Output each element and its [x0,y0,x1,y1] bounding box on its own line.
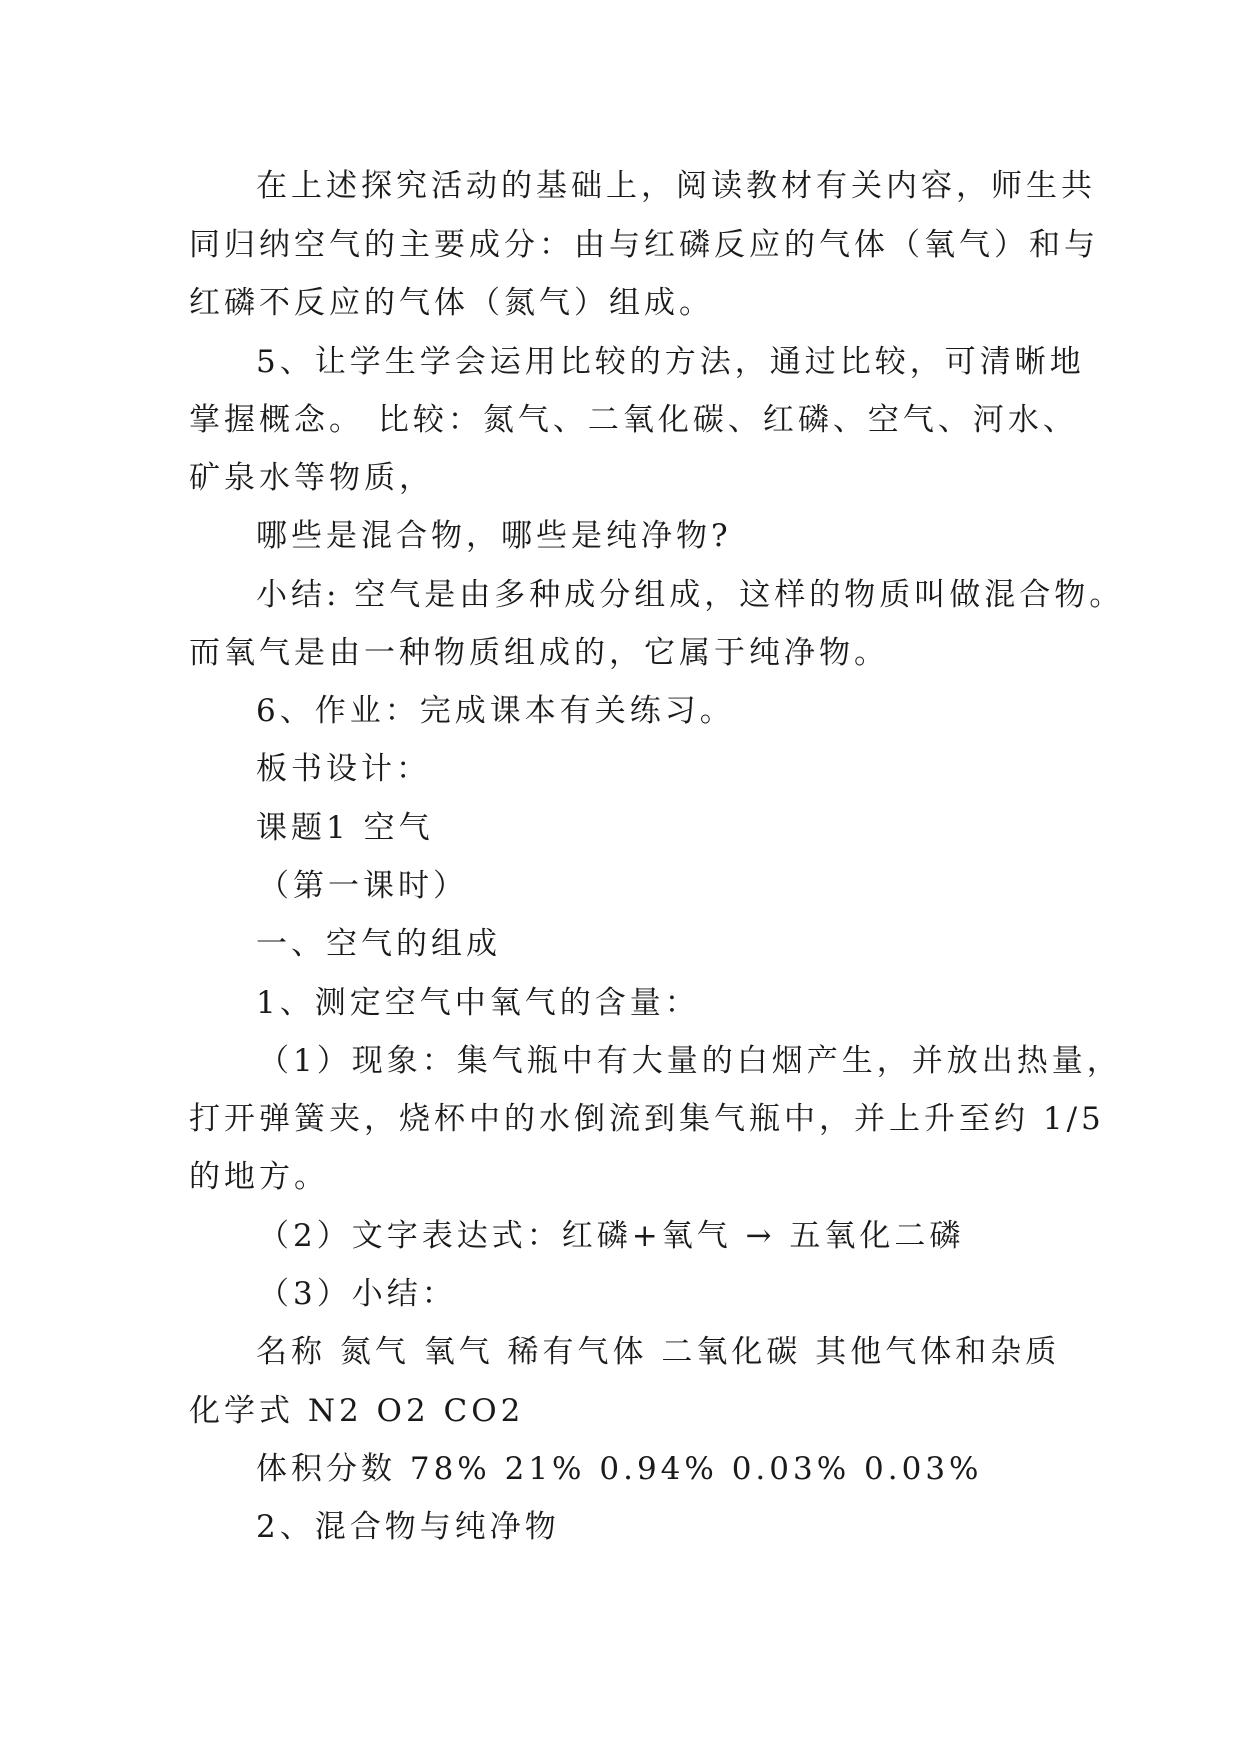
paragraph-line: 同归纳空气的主要成分：由与红磷反应的气体（氧气）和与 [189,227,1099,263]
heading-line: （第一课时） [258,868,468,904]
table-text-line: 名称 氮气 氧气 稀有气体 二氧化碳 其他气体和杂质 [256,1334,1061,1370]
paragraph-line: 在上述探究活动的基础上，阅读教材有关内容，师生共 [256,168,1096,204]
paragraph-line: 哪些是混合物，哪些是纯净物? [256,518,732,554]
paragraph-line: 而氧气是由一种物质组成的，它属于纯净物。 [189,635,889,671]
paragraph-line: 掌握概念。 比较：氮气、二氧化碳、红磷、空气、河水、 [189,402,1078,438]
table-text-line: 体积分数 78% 21% 0.94% 0.03% 0.03% [256,1451,983,1487]
paragraph-line: 矿泉水等物质， [189,460,434,496]
paragraph-line: 1、测定空气中氧气的含量： [256,985,700,1021]
paragraph-line: （2）文字表达式：红磷+氧气 → 五氧化二磷 [258,1218,965,1254]
paragraph-line: 的地方。 [189,1159,329,1195]
section-heading: 一、空气的组成 [256,926,501,962]
paragraph-line: （1）现象：集气瓶中有大量的白烟产生，并放出热量， [258,1043,1122,1079]
paragraph-line: 板书设计： [256,751,431,787]
paragraph-line: 5、让学生学会运用比较的方法，通过比较，可清晰地 [256,344,1085,380]
paragraph-line: 打开弹簧夹，烧杯中的水倒流到集气瓶中，并上升至约 1/5 [189,1101,1105,1137]
paragraph-line: 6、作业：完成课本有关练习。 [256,693,735,729]
paragraph-line: （3）小结： [258,1276,457,1312]
table-text-line: 化学式 N2 O2 CO2 [189,1393,525,1429]
paragraph-line: 小结: 空气是由多种成分组成，这样的物质叫做混合物。 [256,577,1125,613]
paragraph-line: 红磷不反应的气体（氮气）组成。 [189,285,714,321]
heading-line: 课题1 空气 [256,810,434,846]
section-heading: 2、混合物与纯净物 [256,1509,560,1545]
